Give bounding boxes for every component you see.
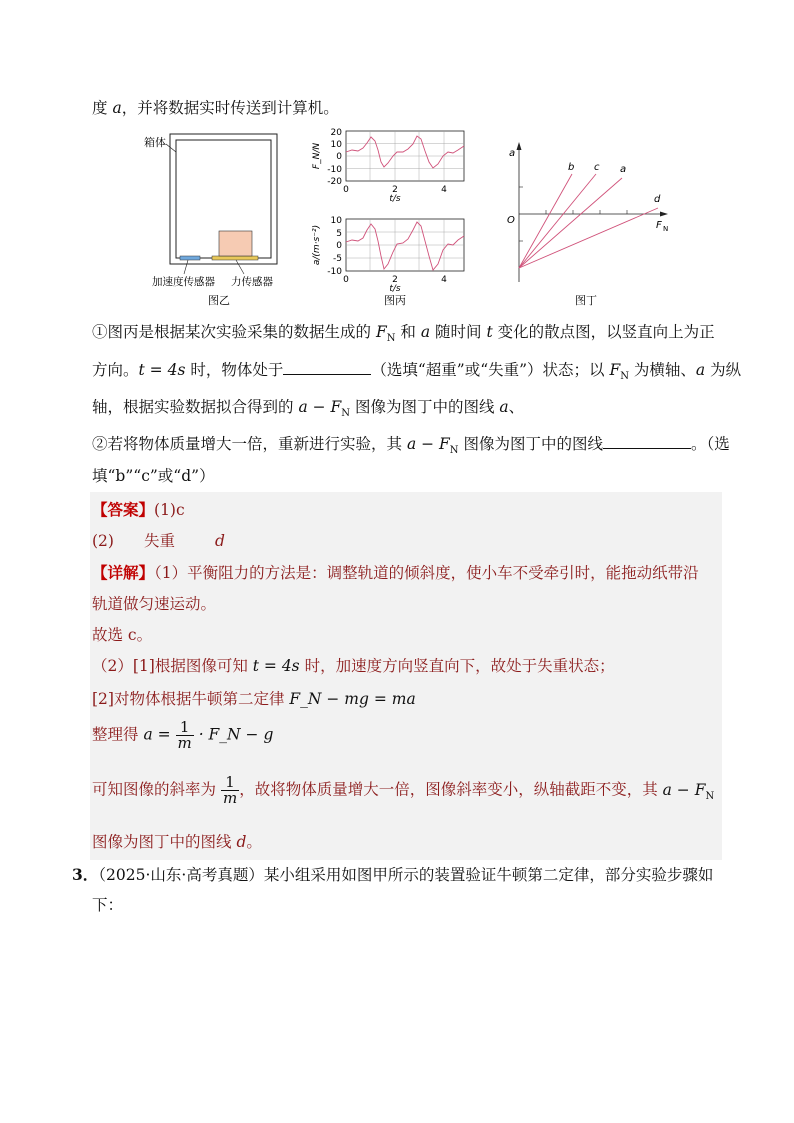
answer-line2 [92, 529, 225, 551]
box-label: 箱体 [144, 136, 166, 149]
detail-line2 [92, 592, 216, 614]
bot-xtick: 2 [392, 275, 398, 285]
detail-text: 。 [246, 833, 262, 851]
ding-origin: O [507, 215, 515, 226]
q1-text: 为纵 [705, 361, 742, 379]
q1-text: 方向。 [92, 361, 139, 379]
bot-ytick: 5 [336, 229, 342, 239]
q3-num: 3． [72, 865, 99, 884]
q3-text: 下： [92, 896, 124, 914]
top-ytick: 10 [330, 140, 342, 150]
answer-2-num: (2) [92, 532, 114, 550]
t-equation: t = 4s [138, 361, 186, 379]
figure-ding-caption: 图丁 [575, 294, 597, 307]
detail-line8 [92, 830, 262, 852]
line-d [519, 208, 658, 268]
detail-var: d [236, 833, 247, 851]
q1-text: 变化的散点图，以竖直向上为正 [492, 323, 715, 341]
bot-xtick: 4 [441, 275, 447, 285]
line-c [519, 174, 596, 268]
answer-tag: 【答案】 [92, 500, 155, 519]
a-curve [346, 222, 464, 270]
label-c: c [594, 162, 600, 173]
answer-2-value-1: 失重 [143, 532, 175, 550]
frac-num: 1 [221, 775, 239, 791]
detail-text: （1）平衡阻力的方法是：调整轨道的倾斜度，使小车不受牵引时，能拖动纸带沿 [154, 564, 699, 582]
eq-rhs: · F_N − g [198, 725, 274, 744]
force-sensor-label: 力传感器 [231, 276, 273, 288]
detail-tag: 【详解】 [92, 563, 155, 582]
a-symbol: a [695, 361, 706, 379]
frac-den: m [177, 734, 192, 752]
detail-text: 时，加速度方向竖直向下，故处于失重状态； [299, 657, 615, 675]
detail-line3 [92, 623, 152, 645]
q1-line1 [92, 320, 715, 344]
answer-line1 [92, 498, 185, 520]
a-fn-symbol: $a - F_N$ [298, 398, 351, 420]
intro-text: 度 [92, 99, 113, 117]
bot-ylabel: a/(m·s⁻²) [312, 224, 322, 266]
answer-1: (1)c [154, 501, 185, 519]
top-xlabel: t/s [389, 194, 401, 204]
answer-2-value-2: d [214, 532, 225, 550]
fraction-slope [221, 775, 239, 806]
a-symbol: a [420, 323, 431, 341]
detail-text: 轨道做匀速运动。 [92, 595, 217, 613]
q1-line2 [92, 358, 741, 382]
bot-ytick: 10 [330, 216, 342, 226]
q1-text: 为横轴、 [628, 361, 696, 379]
detail-line5 [92, 687, 416, 709]
t-symbol: t [486, 323, 493, 341]
top-ytick: -20 [327, 177, 342, 187]
ding-x-label: F [656, 220, 662, 231]
detail-line4 [92, 654, 615, 676]
detail-text: ，故将物体质量增大一倍，图像斜率变小，纵轴截距不变，其 [239, 780, 663, 799]
fraction-1-over-m [176, 720, 194, 751]
detail-line7 [92, 775, 714, 806]
answer-blank-2[interactable] [603, 434, 691, 449]
q1-text: 图像为图丁中的图线 [350, 398, 500, 416]
label-b: b [568, 162, 575, 173]
a-fn-symbol: $a - F_N$ [662, 780, 715, 802]
detail-line1 [92, 561, 699, 583]
q3-text: （2025·山东·高考真题）某小组采用如图甲所示的装置验证牛顿第二定律，部分实验步骤如 [98, 866, 714, 884]
detail-text: （2）[1]根据图像可知 [92, 657, 253, 675]
bot-ytick: 0 [336, 241, 342, 251]
detail-text: 图像为图丁中的图线 [92, 833, 237, 851]
fn-symbol: $F_N$ [609, 361, 629, 383]
frac-num: 1 [176, 720, 194, 736]
figure-ding [500, 126, 680, 316]
detail-text: 可知图像的斜率为 [92, 780, 217, 799]
q1-text: 、 [508, 398, 525, 416]
q1-num: ① [92, 323, 108, 341]
ding-y-label: a [509, 148, 516, 159]
detail-text: 故选 c。 [92, 626, 153, 644]
top-ytick: -10 [327, 165, 342, 175]
accel-sensor [180, 256, 200, 260]
bot-xlabel: t/s [389, 284, 401, 294]
answer-blank-1[interactable] [283, 360, 371, 375]
detail-line6 [92, 720, 273, 751]
q1-text: 时，物体处于 [185, 361, 284, 379]
accel-sensor-label: 加速度传感器 [152, 276, 215, 288]
q1-text: 图丙是根据某次实验采集的数据生成的 [107, 323, 376, 341]
a-fn-symbol: $a - F_N$ [406, 435, 459, 457]
figure-yi [140, 126, 290, 316]
bot-ytick: -10 [327, 267, 342, 277]
q1-text: （选填“超重”或“失重”）状态；以 [371, 361, 610, 379]
q1-text: 随时间 [430, 323, 487, 341]
frac-den: m [222, 789, 238, 807]
q2-line2 [92, 464, 215, 486]
detail-text: [2]对物体根据牛顿第二定律 [92, 690, 290, 708]
intro-line [92, 96, 339, 118]
top-xtick: 2 [392, 185, 398, 195]
figure-yi-caption: 图乙 [208, 294, 230, 307]
top-ytick: 20 [330, 128, 342, 138]
label-a: a [620, 164, 627, 175]
q2-text: 图像为图丁中的图线 [458, 435, 603, 453]
t-equation: t = 4s [252, 657, 300, 675]
q2-num: ② [92, 435, 108, 453]
q3-line1 [72, 863, 713, 885]
ding-x-sub: N [663, 225, 669, 233]
a-symbol: a [499, 398, 509, 416]
newton-equation: F_N − mg = ma [289, 690, 416, 708]
eq-lhs: a = [143, 725, 171, 744]
top-xtick: 0 [343, 185, 349, 195]
line-a [519, 178, 622, 268]
intro-var: a [112, 99, 122, 117]
figure-bing [305, 126, 475, 316]
force-sensor [212, 256, 258, 260]
fn-symbol: $F_N$ [375, 323, 396, 345]
q3-line2 [92, 893, 123, 915]
line-b [519, 174, 572, 268]
q2-line1 [92, 432, 730, 456]
bot-xtick: 0 [343, 275, 349, 285]
q2-text: 。（选 [690, 435, 730, 453]
intro-text-end: ，并将数据实时传送到计算机。 [121, 99, 339, 117]
fn-curve [346, 136, 464, 168]
top-ylabel: F_N/N [312, 142, 322, 170]
figure-bing-caption: 图丙 [384, 294, 406, 307]
label-d: d [654, 194, 661, 205]
q1-line3 [92, 395, 524, 419]
q2-text: 填“b”“c”或“d”） [92, 467, 215, 485]
object-block [219, 231, 252, 256]
q2-text: 若将物体质量增大一倍，重新进行实验，其 [107, 435, 407, 453]
top-ytick: 0 [336, 152, 342, 162]
bot-ytick: -5 [333, 254, 342, 264]
q1-text: 轴，根据实验数据拟合得到的 [92, 398, 299, 416]
detail-text: 整理得 [92, 725, 144, 744]
q1-text: 和 [395, 323, 421, 341]
top-xtick: 4 [441, 185, 447, 195]
